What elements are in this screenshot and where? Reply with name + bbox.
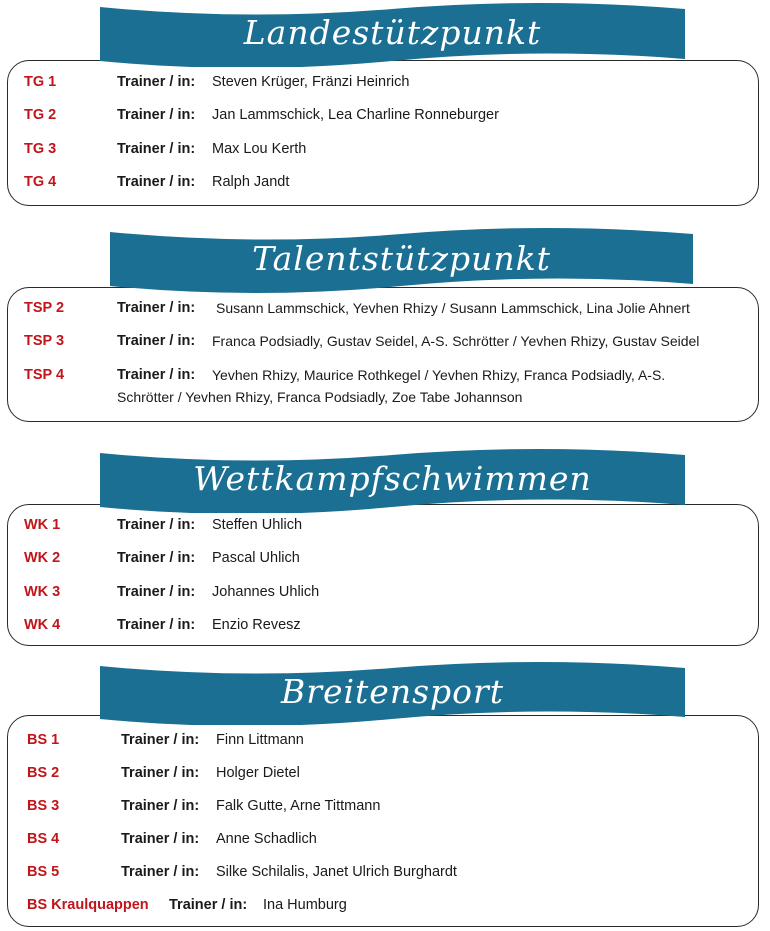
group-code: BS 3 (27, 798, 60, 814)
trainer-label: Trainer / in: (117, 550, 196, 566)
group-code: TG 3 (24, 141, 57, 157)
trainer-names: Susann Lammschick, Yevhen Rhizy / Susann Lammschick, Lina Jolie Ahnert (216, 300, 690, 316)
list-item (0, 138, 770, 160)
group-code: WK 1 (24, 517, 61, 533)
group-code: TSP 4 (24, 367, 65, 383)
trainer-label: Trainer / in: (117, 141, 196, 157)
trainer-names: Finn Littmann (216, 732, 304, 748)
list-item (0, 795, 770, 817)
trainer-names: Ralph Jandt (212, 174, 290, 190)
trainer-label: Trainer / in: (117, 300, 196, 316)
group-code: TSP 3 (24, 333, 65, 349)
list-item (0, 297, 770, 319)
group-code: BS 2 (27, 765, 60, 781)
trainer-names: Steffen Uhlich (212, 517, 303, 533)
banner-landesstuetzpunkt (100, 3, 685, 67)
trainer-label: Trainer / in: (117, 174, 196, 190)
list-item (0, 894, 770, 916)
list-item (0, 364, 770, 408)
list-item (0, 171, 770, 193)
trainer-names: Jan Lammschick, Lea Charline Ronneburger (212, 107, 499, 123)
trainer-label: Trainer / in: (121, 765, 200, 781)
section-title: Wettkampfschwimmen (193, 459, 592, 498)
trainer-label: Trainer / in: (121, 732, 200, 748)
group-code: TG 2 (24, 107, 57, 123)
list-item (0, 330, 770, 352)
trainer-names: Pascal Uhlich (212, 550, 300, 566)
trainer-names: Johannes Uhlich (212, 584, 320, 600)
trainer-names: Yevhen Rhizy, Maurice Rothkegel / Yevhen Rhizy, Franca Podsiadly, A-S. (212, 367, 666, 383)
group-code: TG 1 (24, 74, 57, 90)
section-title: Breitensport (280, 672, 505, 711)
trainer-names: Franca Podsiadly, Gustav Seidel, A-S. Schrötter / Yevhen Rhizy, Gustav Seidel (212, 333, 700, 349)
list-item (0, 581, 770, 603)
list-item (0, 547, 770, 569)
trainer-names-continued: Schrötter / Yevhen Rhizy, Franca Podsiadly, Zoe Tabe Johannson (117, 389, 523, 405)
group-code: WK 2 (24, 550, 61, 566)
trainer-label: Trainer / in: (117, 517, 196, 533)
section-title: Landestützpunkt (243, 13, 542, 52)
list-item (0, 762, 770, 784)
trainer-label: Trainer / in: (121, 798, 200, 814)
trainer-label: Trainer / in: (121, 831, 200, 847)
list-item (0, 828, 770, 850)
trainer-label: Trainer / in: (117, 333, 196, 349)
trainer-names: Max Lou Kerth (212, 141, 307, 157)
trainer-label: Trainer / in: (117, 107, 196, 123)
trainer-names: Ina Humburg (263, 897, 347, 913)
group-code: WK 4 (24, 617, 61, 633)
list-item (0, 729, 770, 751)
list-item (0, 71, 770, 93)
banner-talentstuetzpunkt (110, 226, 693, 294)
group-code: TG 4 (24, 174, 57, 190)
group-code: WK 3 (24, 584, 61, 600)
list-item (0, 104, 770, 126)
trainer-label: Trainer / in: (117, 367, 196, 383)
list-item (0, 614, 770, 636)
group-code: TSP 2 (24, 300, 65, 316)
trainer-names: Steven Krüger, Fränzi Heinrich (212, 74, 410, 90)
trainer-names: Silke Schilalis, Janet Ulrich Burghardt (216, 864, 457, 880)
trainer-label: Trainer / in: (117, 617, 196, 633)
group-code: BS 1 (27, 732, 60, 748)
trainer-names: Anne Schadlich (216, 831, 317, 847)
group-code: BS Kraulquappen (27, 897, 149, 913)
group-code: BS 4 (27, 831, 60, 847)
trainer-label: Trainer / in: (121, 864, 200, 880)
trainer-label: Trainer / in: (117, 584, 196, 600)
banner-wettkampfschwimmen (100, 447, 685, 513)
trainer-names: Holger Dietel (216, 765, 300, 781)
list-item (0, 514, 770, 536)
trainer-label: Trainer / in: (169, 897, 248, 913)
section-title: Talentstützpunkt (252, 239, 551, 278)
trainer-names: Enzio Revesz (212, 617, 301, 633)
group-code: BS 5 (27, 864, 60, 880)
banner-breitensport (100, 661, 685, 725)
list-item (0, 861, 770, 883)
trainer-names: Falk Gutte, Arne Tittmann (216, 798, 381, 814)
trainer-label: Trainer / in: (117, 74, 196, 90)
